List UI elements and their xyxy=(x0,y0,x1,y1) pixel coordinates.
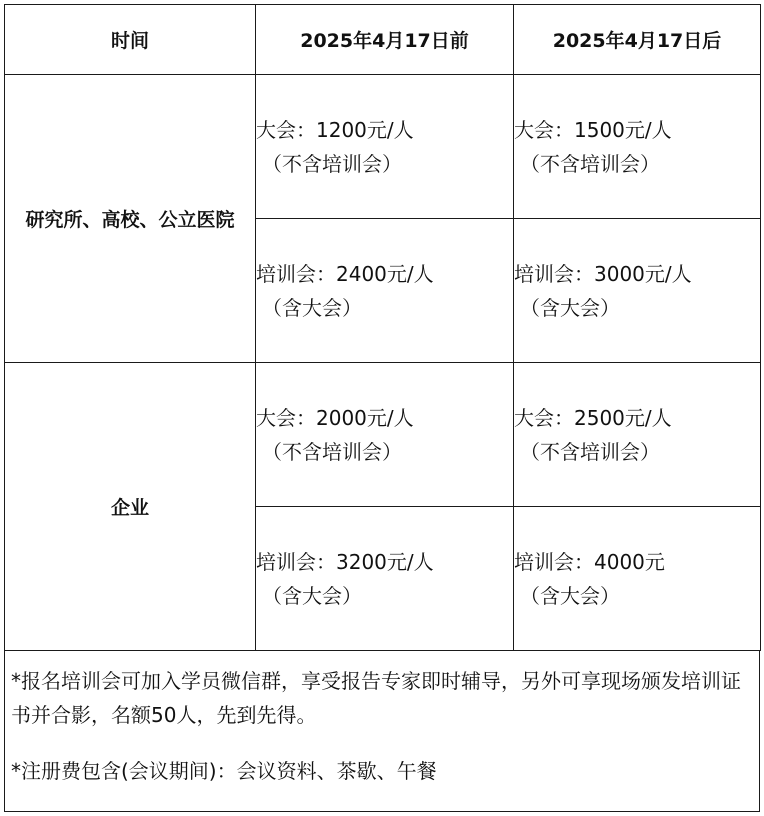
price-cell xyxy=(256,507,514,651)
price-cell xyxy=(256,219,514,363)
price-note: （不含培训会） xyxy=(262,151,402,176)
price-note: （含大会） xyxy=(520,295,620,320)
header-time: 时间 xyxy=(5,5,256,75)
registration-fee-note: *注册费包含(会议期间)：会议资料、茶歇、午餐 xyxy=(11,759,437,783)
notes-box xyxy=(4,650,760,812)
price-note: （含大会） xyxy=(262,295,362,320)
price-note: （不含培训会） xyxy=(520,151,660,176)
price-cell xyxy=(514,219,761,363)
price-label: 大会：1500元/人 xyxy=(514,117,672,142)
price-cell xyxy=(256,75,514,219)
price-note: （含大会） xyxy=(520,583,620,608)
registration-fee-table xyxy=(4,4,761,651)
price-label: 大会：1200元/人 xyxy=(256,117,414,142)
price-note: （不含培训会） xyxy=(262,439,402,464)
category-enterprise: 企业 xyxy=(5,363,256,651)
price-label: 培训会：3200元/人 xyxy=(256,549,434,574)
price-label: 培训会：2400元/人 xyxy=(256,261,434,286)
price-cell xyxy=(514,363,761,507)
table-header-row xyxy=(5,5,761,75)
price-note: （含大会） xyxy=(262,583,362,608)
price-cell xyxy=(256,363,514,507)
table-row xyxy=(5,75,761,219)
price-label: 培训会：4000元 xyxy=(514,549,665,574)
header-after-date: 2025年4月17日后 xyxy=(514,5,761,75)
training-note: *报名培训会可加入学员微信群，享受报告专家即时辅导，另外可享现场颁发培训证书并合影，名额50人，先到先得。 xyxy=(11,669,741,727)
header-before-date: 2025年4月17日前 xyxy=(256,5,514,75)
category-research-institutes: 研究所、高校、公立医院 xyxy=(5,75,256,363)
price-cell xyxy=(514,75,761,219)
price-label: 大会：2500元/人 xyxy=(514,405,672,430)
table-row xyxy=(5,363,761,507)
price-cell xyxy=(514,507,761,651)
price-label: 大会：2000元/人 xyxy=(256,405,414,430)
price-label: 培训会：3000元/人 xyxy=(514,261,692,286)
price-note: （不含培训会） xyxy=(520,439,660,464)
